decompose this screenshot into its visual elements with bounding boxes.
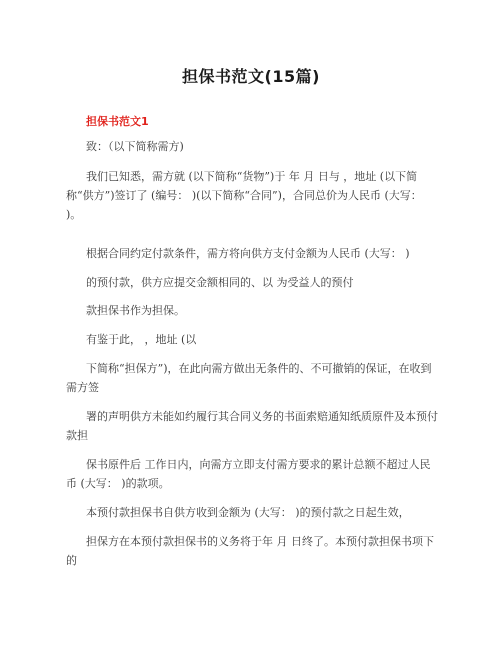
paragraph-guarantee-letter: 款担保书作为担保。 [86, 304, 185, 317]
paragraph-termination: 担保方在本预付款担保书的义务将于年 月 日终了。本预付款担保书项下的 [66, 535, 434, 567]
paragraph-advance-payment: 的预付款，供方应提交金额相同的、以 为受益人的预付 [86, 276, 354, 289]
paragraph-guarantor: 下简称“担保方”)，在此向需方做出无条件的、不可撤销的保证，在收到需方签 [66, 362, 432, 394]
paragraph-contract-intro: 我们已知悉，需方就 (以下简称“货物”)于 年 月 日与 ，地址 (以下简称“供方”)签订了 (编号： )(以下简称“合同”)，合同总价为人民币 (大写： )。 [66, 170, 422, 221]
paragraph-claim-notice: 署的声明供方未能如约履行其合同义务的书面索赔通知纸质原件及本预付款担 [66, 410, 438, 442]
paragraph-salutation: 致：（以下简称需方) [86, 140, 184, 153]
paragraph-effective: 本预付款担保书自供方收到金额为 (大写： )的预付款之日起生效， [86, 506, 410, 519]
section-heading: 担保书范文1 [86, 115, 149, 128]
paragraph-payment-terms: 根据合同约定付款条件，需方将向供方支付金额为人民币 (大写： ) [86, 247, 410, 260]
paragraph-in-view: 有鉴于此， ，地址 (以 [86, 333, 197, 346]
page-title: 担保书范文(15篇) [182, 67, 320, 86]
paragraph-payment-amount: 保书原件后 工作日内，向需方立即支付需方要求的累计总额不超过人民币 (大写： )的款项。 [66, 458, 431, 490]
